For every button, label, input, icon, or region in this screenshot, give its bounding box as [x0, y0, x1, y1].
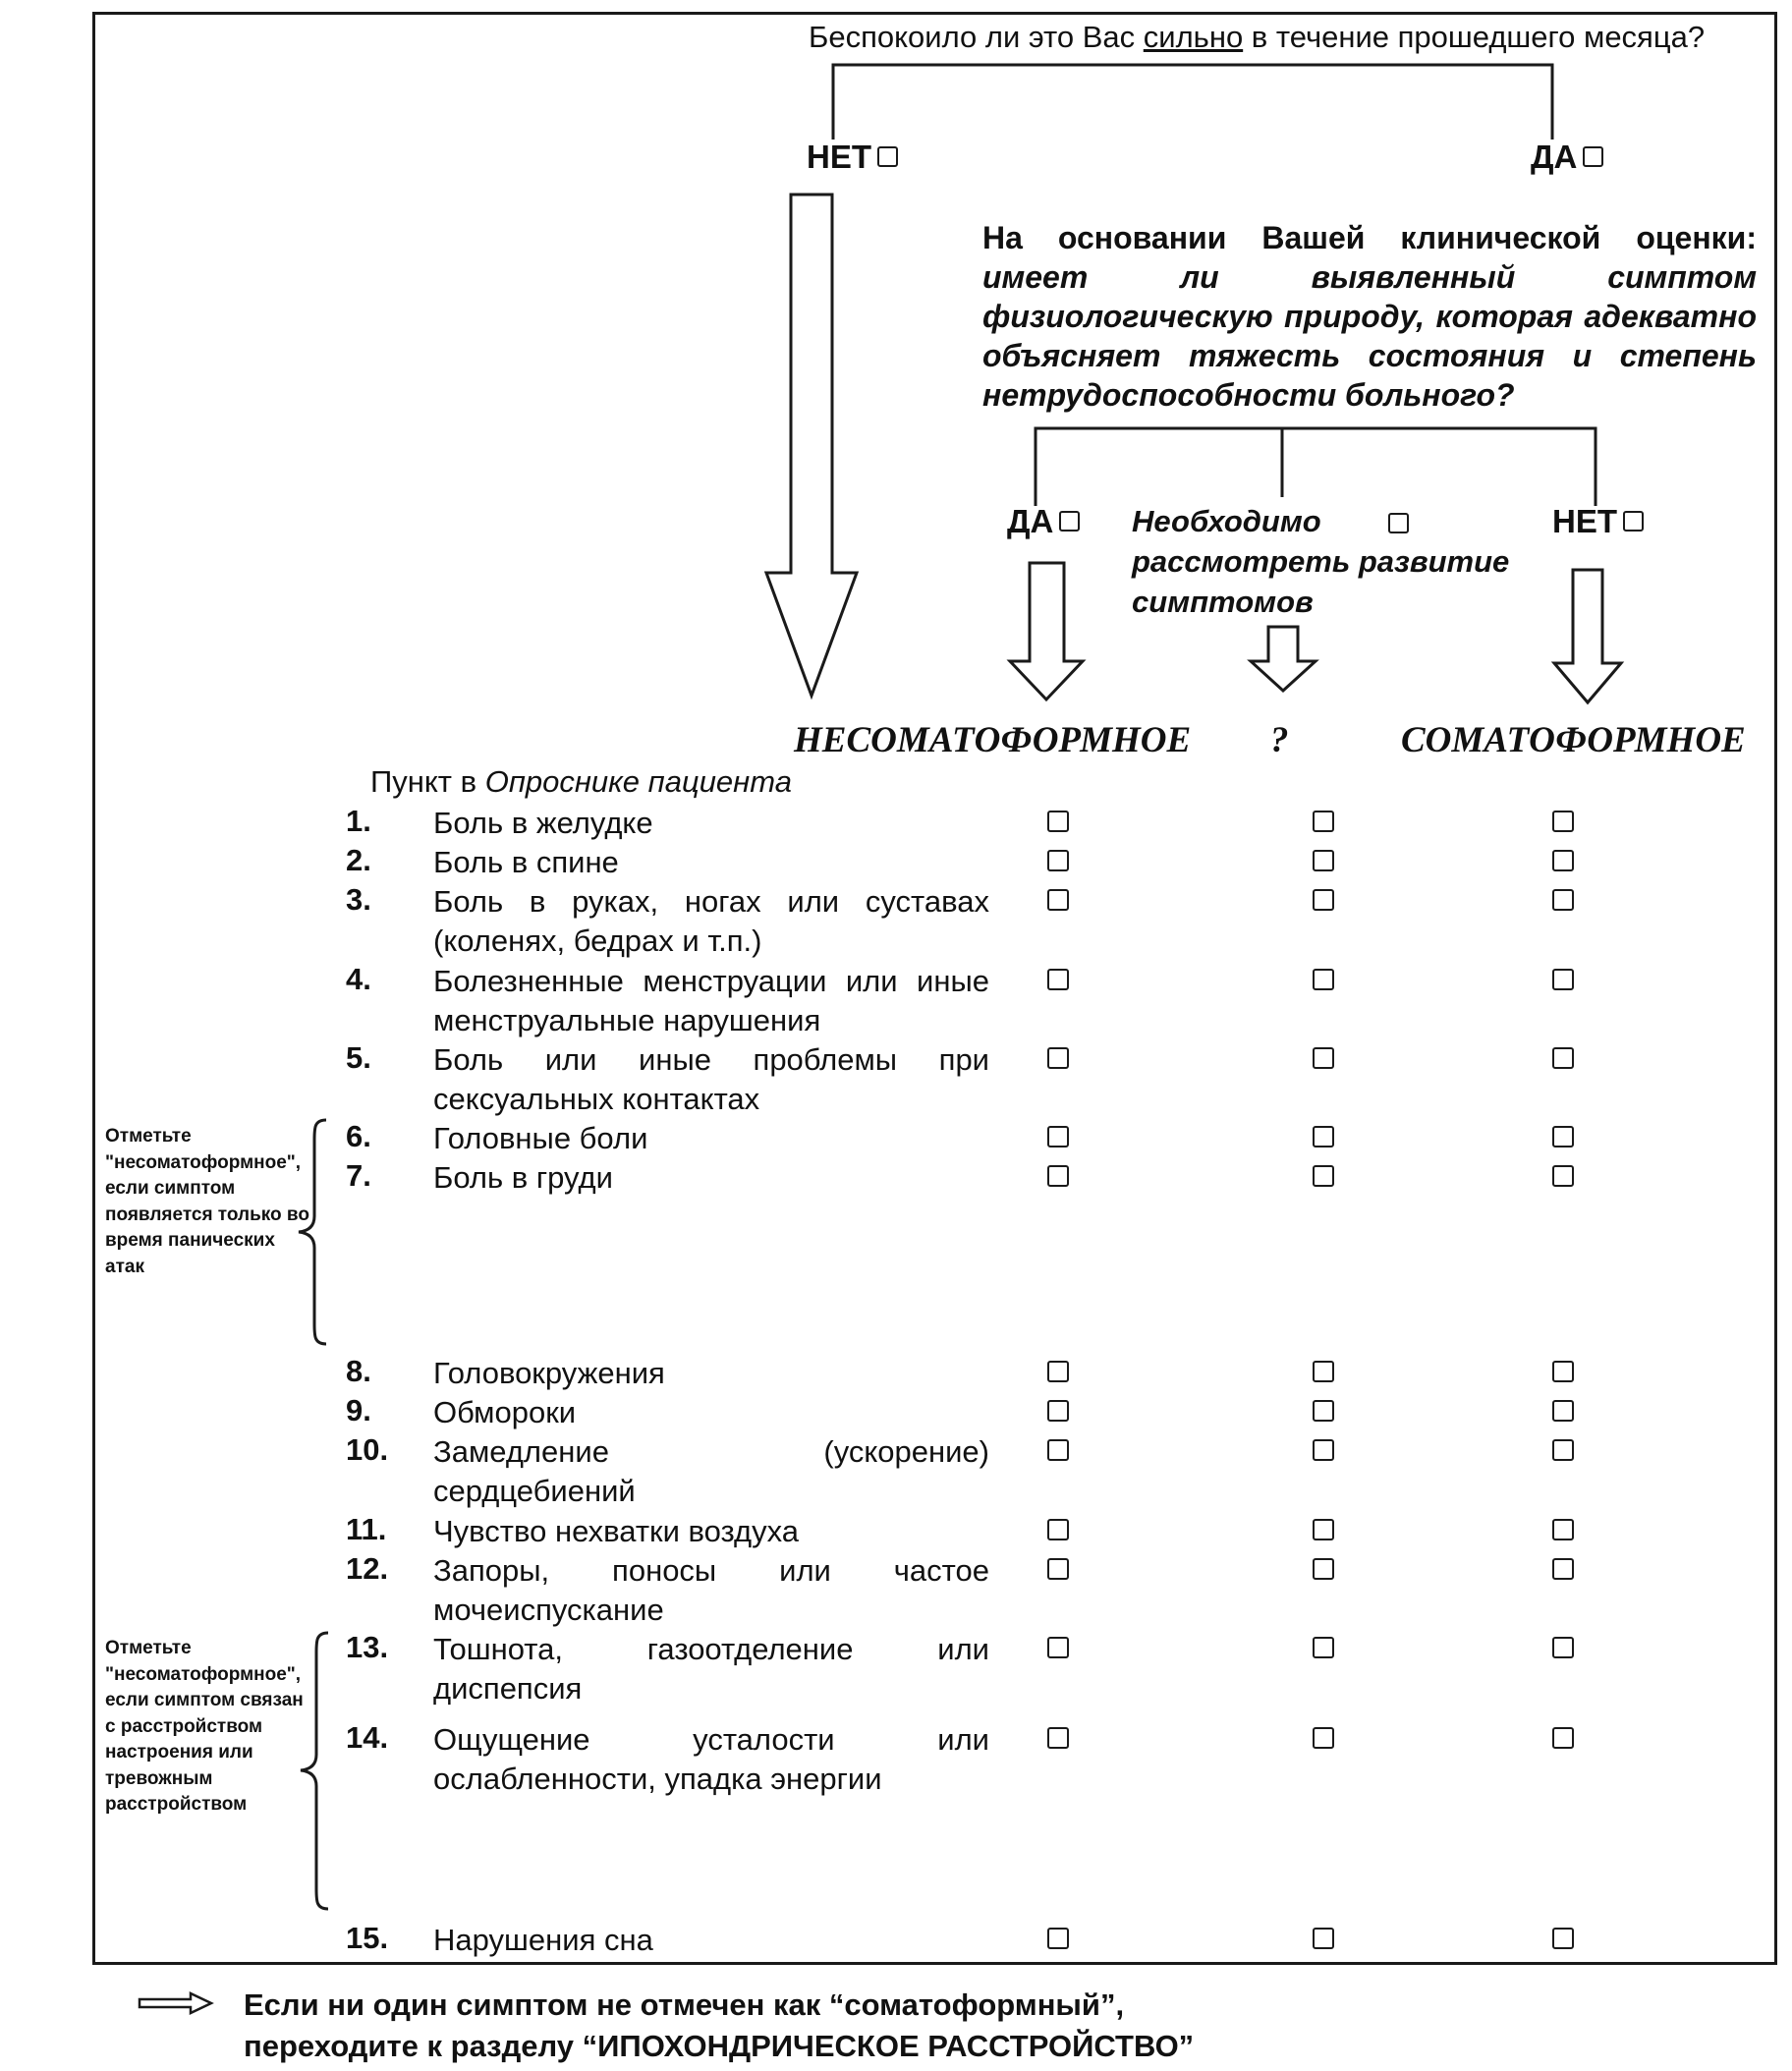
nonsomatoform-checkbox[interactable] [1047, 1928, 1069, 1949]
nonsomatoform-checkbox[interactable] [1047, 811, 1069, 832]
somatoform-checkbox[interactable] [1552, 1637, 1574, 1658]
item-number: 6. [346, 1119, 371, 1153]
unknown-checkbox[interactable] [1313, 1361, 1334, 1382]
item-number: 9. [346, 1393, 371, 1427]
no-down-arrow [1554, 570, 1621, 702]
answer-yes-label: ДА [1531, 139, 1578, 175]
nonsomatoform-checkbox[interactable] [1047, 1439, 1069, 1461]
unknown-checkbox[interactable] [1313, 1727, 1334, 1749]
item-number: 2. [346, 843, 371, 877]
item-text: Нарушения сна [433, 1923, 653, 1957]
panic-attack-note: Отметьте "несоматоформное", если симптом появляется только во время панических атак [105, 1126, 309, 1277]
item-text: Тошнота, газоотделение или диспепсия [433, 1632, 989, 1706]
item-text: Чувство нехватки воздуха [433, 1514, 800, 1548]
item-number: 3. [346, 882, 371, 917]
nonsomatoform-checkbox[interactable] [1047, 1727, 1069, 1749]
item-text: Боль или иные проблемы при сексуальных контактах [433, 1042, 989, 1116]
clinical-question [982, 218, 1757, 415]
nonsomatoform-checkbox[interactable] [1047, 1400, 1069, 1422]
answer-yes[interactable] [1531, 139, 1603, 176]
footer-line-2: переходите к разделу “ИПОХОНДРИЧЕСКОЕ РАССТРОЙСТВО” [244, 2029, 1195, 2063]
item-text: Боль в желудке [433, 806, 653, 840]
nonsomatoform-checkbox[interactable] [1047, 850, 1069, 871]
somatoform-checkbox[interactable] [1552, 969, 1574, 990]
clinical-question-text: На основании Вашей клинической оценки: [982, 220, 1757, 255]
top-question [809, 20, 1705, 55]
item-number: 1. [346, 804, 371, 838]
consider-down-arrow [1251, 627, 1316, 691]
unknown-checkbox[interactable] [1313, 1400, 1334, 1422]
big-down-arrow [766, 195, 857, 696]
column-somatoform: СОМАТОФОРМНОЕ [1401, 720, 1746, 760]
unknown-checkbox[interactable] [1313, 1637, 1334, 1658]
nonsomatoform-checkbox[interactable] [1047, 1126, 1069, 1147]
unknown-checkbox[interactable] [1313, 811, 1334, 832]
somatoform-checkbox[interactable] [1552, 1519, 1574, 1540]
clinical-consider-label: Необходимо рассмотреть развитие симптомов [1132, 504, 1510, 619]
item-list-subhead [370, 764, 792, 800]
unknown-checkbox[interactable] [1313, 889, 1334, 911]
top-question-before: Беспокоило ли это Вас [809, 20, 1144, 54]
item-number: 15. [346, 1921, 389, 1955]
item-text: Болезненные менструации или иные менструальные нарушения [433, 964, 989, 1037]
footer-instruction [244, 1985, 1194, 2067]
nonsomatoform-checkbox[interactable] [1047, 1047, 1069, 1069]
unknown-checkbox[interactable] [1313, 1519, 1334, 1540]
nonsomatoform-checkbox[interactable] [1047, 1558, 1069, 1580]
clinical-no[interactable] [1552, 503, 1644, 540]
nonsomatoform-checkbox[interactable] [1047, 969, 1069, 990]
mood-disorder-note: Отметьте "несоматоформное", если симптом связан с расстройством настроения или тревожным расстройством [105, 1638, 304, 1815]
item-number: 5. [346, 1040, 371, 1075]
nonsomatoform-checkbox[interactable] [1047, 889, 1069, 911]
footer-line-1: Если ни один симптом не отмечен как “соматоформный”, [244, 1987, 1125, 2022]
nonsomatoform-checkbox[interactable] [1047, 1637, 1069, 1658]
nonsomatoform-checkbox[interactable] [1047, 1361, 1069, 1382]
somatoform-checkbox[interactable] [1552, 1727, 1574, 1749]
item-text: Замедление (ускорение) сердцебиений [433, 1434, 989, 1508]
mood-note-brace [295, 1631, 334, 1911]
item-text: Обмороки [433, 1395, 577, 1429]
clinical-yes-checkbox[interactable] [1059, 511, 1080, 532]
unknown-checkbox[interactable] [1313, 969, 1334, 990]
item-number: 8. [346, 1354, 371, 1388]
unknown-checkbox[interactable] [1313, 1439, 1334, 1461]
unknown-checkbox[interactable] [1313, 1165, 1334, 1187]
somatoform-checkbox[interactable] [1552, 1400, 1574, 1422]
answer-no-checkbox[interactable] [877, 146, 898, 167]
item-number: 4. [346, 962, 371, 996]
item-number: 10. [346, 1432, 389, 1467]
right-arrow-icon [138, 1991, 214, 2015]
item-number: 14. [346, 1720, 389, 1755]
item-text: Запоры, поносы или частое мочеиспускание [433, 1553, 989, 1627]
item-text: Боль в спине [433, 845, 619, 879]
column-unknown: ? [1270, 720, 1289, 760]
item-number: 13. [346, 1630, 389, 1664]
unknown-checkbox[interactable] [1313, 1126, 1334, 1147]
unknown-checkbox[interactable] [1313, 1047, 1334, 1069]
yes-down-arrow [1010, 563, 1083, 700]
top-branch-line [833, 65, 1552, 140]
clinical-consider [1132, 501, 1544, 622]
item-text: Ощущение усталости или ослабленности, упадка энергии [433, 1722, 989, 1796]
clinical-branch-line [1036, 428, 1596, 506]
subhead-italic: Опроснике пациента [484, 764, 792, 799]
clinical-consider-checkbox[interactable] [1388, 513, 1409, 539]
somatoform-checkbox[interactable] [1552, 1558, 1574, 1580]
top-question-emphasis: сильно [1143, 20, 1244, 54]
clinical-no-checkbox[interactable] [1623, 511, 1644, 532]
clinical-no-label: НЕТ [1552, 503, 1617, 539]
nonsomatoform-checkbox[interactable] [1047, 1165, 1069, 1187]
top-question-after: в течение прошедшего месяца? [1243, 20, 1706, 54]
item-text: Головокружения [433, 1356, 665, 1390]
somatoform-checkbox[interactable] [1552, 811, 1574, 832]
unknown-checkbox[interactable] [1313, 1558, 1334, 1580]
item-number: 7. [346, 1158, 371, 1193]
answer-yes-checkbox[interactable] [1583, 146, 1603, 167]
item-number: 12. [346, 1551, 389, 1586]
unknown-checkbox[interactable] [1313, 1928, 1334, 1949]
column-nonsomatoform: НЕСОМАТОФОРМНОЕ [794, 720, 1192, 760]
unknown-checkbox[interactable] [1313, 850, 1334, 871]
clinical-yes[interactable] [1007, 503, 1080, 540]
somatoform-checkbox[interactable] [1552, 1361, 1574, 1382]
answer-no[interactable] [807, 139, 898, 176]
nonsomatoform-checkbox[interactable] [1047, 1519, 1069, 1540]
answer-no-label: НЕТ [807, 139, 871, 175]
item-text: Боль в руках, ногах или суставах (коленях, бедрах и т.п.) [433, 884, 989, 958]
somatoform-checkbox[interactable] [1552, 1126, 1574, 1147]
somatoform-checkbox[interactable] [1552, 1439, 1574, 1461]
clinical-question-italic: имеет ли выявленный симптом физиологическую природу, которая адекватно объясняет тяжесть состояния и степень нетрудоспособности больного? [982, 259, 1757, 413]
somatoform-checkbox[interactable] [1552, 1047, 1574, 1069]
subhead-prefix: Пункт в [370, 764, 485, 799]
item-text: Головные боли [433, 1121, 648, 1155]
somatoform-checkbox[interactable] [1552, 1928, 1574, 1949]
item-text: Боль в груди [433, 1160, 613, 1195]
somatoform-checkbox[interactable] [1552, 889, 1574, 911]
panic-note-brace [293, 1118, 332, 1346]
somatoform-checkbox[interactable] [1552, 1165, 1574, 1187]
clinical-yes-label: ДА [1007, 503, 1054, 539]
item-number: 11. [346, 1512, 387, 1546]
somatoform-checkbox[interactable] [1552, 850, 1574, 871]
